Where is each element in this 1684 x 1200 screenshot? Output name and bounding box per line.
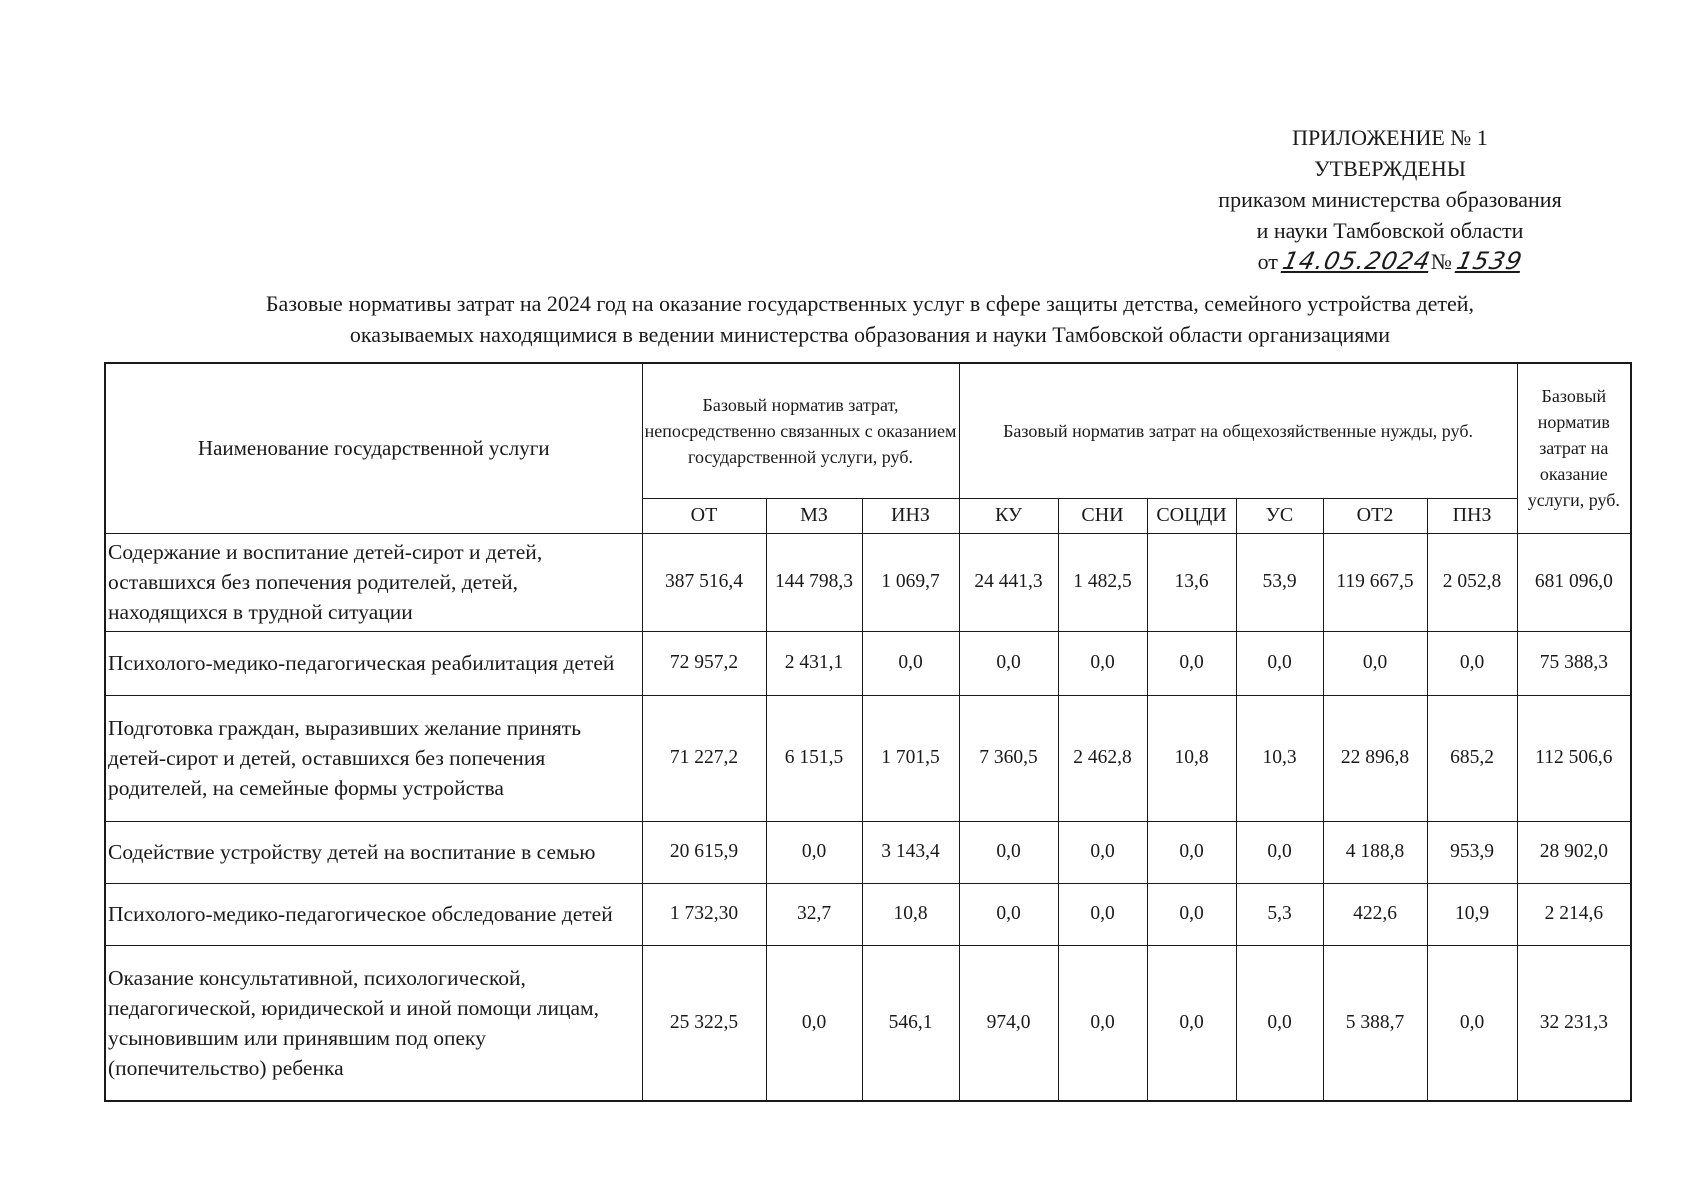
document-title bbox=[120, 288, 1620, 350]
total-cell: 681 096,0 bbox=[1517, 533, 1631, 631]
approved-label: УТВЕРЖДЕНЫ bbox=[1314, 156, 1466, 181]
column-header-9: ПНЗ bbox=[1427, 498, 1517, 533]
value-cell: 0,0 bbox=[1058, 821, 1147, 883]
value-cell: 4 188,8 bbox=[1323, 821, 1427, 883]
value-cell: 0,0 bbox=[1236, 821, 1323, 883]
value-cell: 0,0 bbox=[1147, 945, 1236, 1101]
value-cell: 0,0 bbox=[1147, 821, 1236, 883]
value-cell: 10,9 bbox=[1427, 883, 1517, 945]
value-cell: 3 143,4 bbox=[862, 821, 959, 883]
total-cell: 28 902,0 bbox=[1517, 821, 1631, 883]
value-cell: 25 322,5 bbox=[642, 945, 766, 1101]
value-cell: 1 482,5 bbox=[1058, 533, 1147, 631]
total-cell: 112 506,6 bbox=[1517, 695, 1631, 821]
value-cell: 0,0 bbox=[1427, 945, 1517, 1101]
value-cell: 0,0 bbox=[1058, 883, 1147, 945]
value-cell: 0,0 bbox=[959, 883, 1058, 945]
value-cell: 24 441,3 bbox=[959, 533, 1058, 631]
value-cell: 0,0 bbox=[1147, 883, 1236, 945]
value-cell: 546,1 bbox=[862, 945, 959, 1101]
title-line-2: оказываемых находящимися в ведении министерства образования и науки Тамбовской области организациями bbox=[349, 322, 1391, 347]
handwritten-date: 14.05.2024 bbox=[1280, 247, 1434, 275]
order-date-number bbox=[1160, 246, 1620, 277]
general-costs-header: Базовый норматив затрат на общехозяйственные нужды, руб. bbox=[959, 363, 1517, 498]
value-cell: 144 798,3 bbox=[766, 533, 862, 631]
column-header-7: УС bbox=[1236, 498, 1323, 533]
value-cell: 53,9 bbox=[1236, 533, 1323, 631]
value-cell: 0,0 bbox=[1236, 945, 1323, 1101]
total-header: Базовый норматив затрат на оказание услуги, руб. bbox=[1517, 363, 1631, 533]
value-cell: 72 957,2 bbox=[642, 631, 766, 695]
value-cell: 5 388,7 bbox=[1323, 945, 1427, 1101]
value-cell: 1 732,30 bbox=[642, 883, 766, 945]
order-line-2: и науки Тамбовской области bbox=[1256, 218, 1524, 243]
approval-stamp bbox=[1160, 122, 1620, 277]
value-cell: 685,2 bbox=[1427, 695, 1517, 821]
total-cell: 2 214,6 bbox=[1517, 883, 1631, 945]
value-cell: 0,0 bbox=[1058, 945, 1147, 1101]
service-name-cell: Подготовка граждан, выразивших желание принять детей-сирот и детей, оставшихся без попечения родителей, на семейные формы устройства bbox=[105, 695, 642, 821]
service-name-cell: Психолого-медико-педагогическая реабилитация детей bbox=[105, 631, 642, 695]
service-name-cell: Содержание и воспитание детей-сирот и детей, оставшихся без попечения родителей, детей, находящихся в трудной ситуации bbox=[105, 533, 642, 631]
value-cell: 0,0 bbox=[1323, 631, 1427, 695]
table-row bbox=[105, 945, 1631, 1101]
value-cell: 0,0 bbox=[959, 631, 1058, 695]
column-header-4: КУ bbox=[959, 498, 1058, 533]
value-cell: 2 052,8 bbox=[1427, 533, 1517, 631]
column-header-3: ИНЗ bbox=[862, 498, 959, 533]
column-header-6: СОЦДИ bbox=[1147, 498, 1236, 533]
value-cell: 7 360,5 bbox=[959, 695, 1058, 821]
total-cell: 75 388,3 bbox=[1517, 631, 1631, 695]
table-row bbox=[105, 821, 1631, 883]
value-cell: 2 462,8 bbox=[1058, 695, 1147, 821]
value-cell: 1 701,5 bbox=[862, 695, 959, 821]
value-cell: 2 431,1 bbox=[766, 631, 862, 695]
value-cell: 0,0 bbox=[1058, 631, 1147, 695]
table-row bbox=[105, 533, 1631, 631]
value-cell: 5,3 bbox=[1236, 883, 1323, 945]
from-label: от bbox=[1257, 249, 1278, 274]
column-header-2: МЗ bbox=[766, 498, 862, 533]
value-cell: 1 069,7 bbox=[862, 533, 959, 631]
value-cell: 20 615,9 bbox=[642, 821, 766, 883]
handwritten-number: 1539 bbox=[1454, 247, 1526, 275]
value-cell: 0,0 bbox=[1236, 631, 1323, 695]
column-header-5: СНИ bbox=[1058, 498, 1147, 533]
value-cell: 0,0 bbox=[766, 821, 862, 883]
value-cell: 0,0 bbox=[959, 821, 1058, 883]
value-cell: 22 896,8 bbox=[1323, 695, 1427, 821]
value-cell: 10,8 bbox=[1147, 695, 1236, 821]
table-row bbox=[105, 883, 1631, 945]
service-name-cell: Психолого-медико-педагогическое обследование детей bbox=[105, 883, 642, 945]
value-cell: 32,7 bbox=[766, 883, 862, 945]
order-line-1: приказом министерства образования bbox=[1218, 187, 1562, 212]
service-name-cell: Оказание консультативной, психологической, педагогической, юридической и иной помощи лицам, усыновившим или принявшим под опеку (попечительство) ребенка bbox=[105, 945, 642, 1101]
title-line-1: Базовые нормативы затрат на 2024 год на оказание государственных услуг в сфере защиты детства, семейного устройства детей, bbox=[265, 291, 1475, 316]
service-name-cell: Содействие устройству детей на воспитание в семью bbox=[105, 821, 642, 883]
total-cell: 32 231,3 bbox=[1517, 945, 1631, 1101]
table-row bbox=[105, 631, 1631, 695]
value-cell: 953,9 bbox=[1427, 821, 1517, 883]
service-name-header: Наименование государственной услуги bbox=[105, 363, 642, 533]
value-cell: 119 667,5 bbox=[1323, 533, 1427, 631]
value-cell: 0,0 bbox=[766, 945, 862, 1101]
value-cell: 13,6 bbox=[1147, 533, 1236, 631]
appendix-label: ПРИЛОЖЕНИЕ № 1 bbox=[1292, 125, 1488, 150]
column-header-1: ОТ bbox=[642, 498, 766, 533]
value-cell: 71 227,2 bbox=[642, 695, 766, 821]
column-header-8: ОТ2 bbox=[1323, 498, 1427, 533]
value-cell: 0,0 bbox=[862, 631, 959, 695]
number-label: № bbox=[1430, 249, 1452, 274]
cost-norms-table bbox=[104, 362, 1632, 1102]
value-cell: 6 151,5 bbox=[766, 695, 862, 821]
table-row bbox=[105, 695, 1631, 821]
value-cell: 387 516,4 bbox=[642, 533, 766, 631]
value-cell: 10,8 bbox=[862, 883, 959, 945]
value-cell: 422,6 bbox=[1323, 883, 1427, 945]
value-cell: 10,3 bbox=[1236, 695, 1323, 821]
value-cell: 0,0 bbox=[1147, 631, 1236, 695]
value-cell: 0,0 bbox=[1427, 631, 1517, 695]
value-cell: 974,0 bbox=[959, 945, 1058, 1101]
direct-costs-header: Базовый норматив затрат, непосредственно связанных с оказанием государственной услуги, руб. bbox=[642, 363, 959, 498]
